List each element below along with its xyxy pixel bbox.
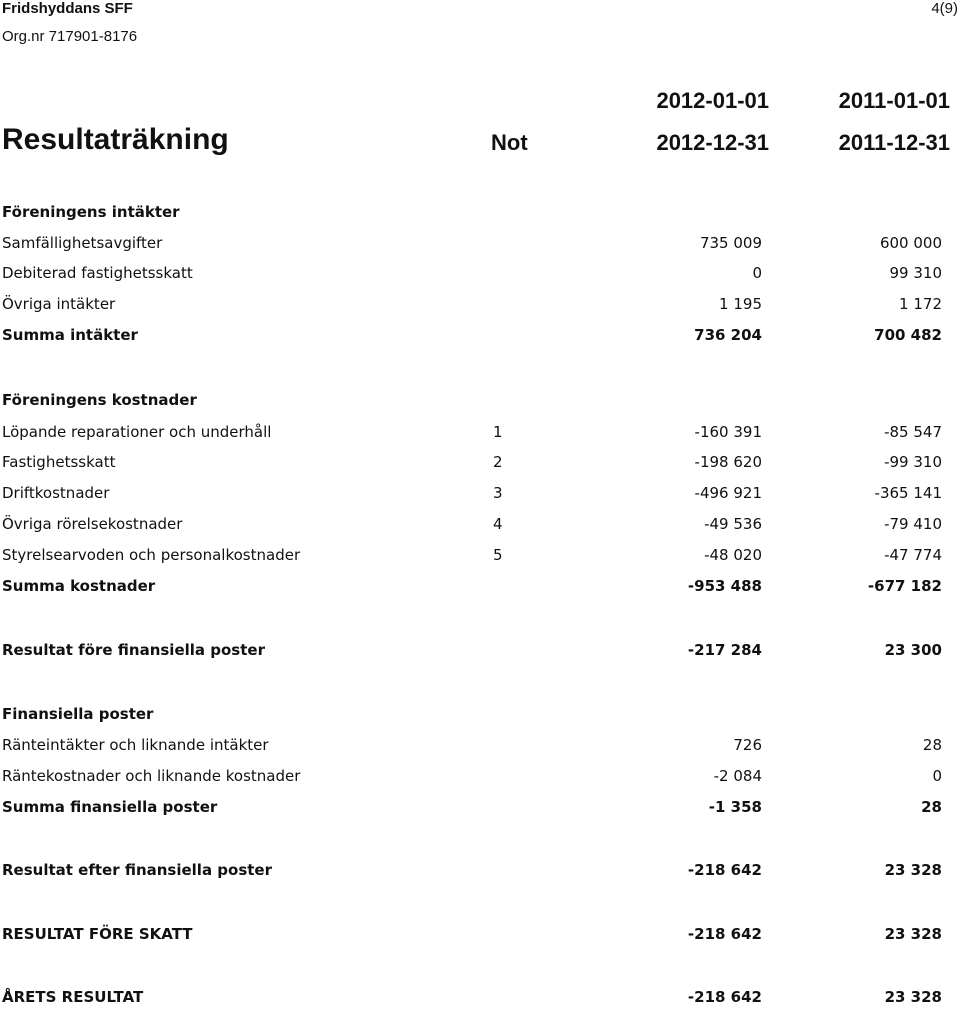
row-value-2012: -953 488 — [687, 577, 762, 595]
note-column-header: Not — [491, 130, 528, 155]
period1-start: 2012-01-01 — [656, 88, 769, 113]
row-note: 5 — [493, 546, 503, 564]
row-label: Summa kostnader — [2, 577, 156, 595]
row-value-2012: 0 — [752, 264, 762, 282]
row-value-2011: -677 182 — [867, 577, 942, 595]
row-value-2012: -217 284 — [687, 641, 762, 659]
row-label: Övriga intäkter — [2, 295, 116, 313]
row-label: Löpande reparationer och underhåll — [2, 423, 272, 441]
row-value-2011: 0 — [932, 767, 942, 785]
row-label: Resultat efter finansiella poster — [2, 861, 272, 879]
row-value-2011: 23 328 — [884, 861, 942, 879]
row-label: Ränteintäkter och liknande intäkter — [2, 736, 269, 754]
row-label: Räntekostnader och liknande kostnader — [2, 767, 301, 785]
row-value-2011: -99 310 — [884, 453, 942, 471]
row-note: 1 — [493, 423, 503, 441]
row-value-2011: 23 328 — [884, 988, 942, 1006]
row-label: RESULTAT FÖRE SKATT — [2, 925, 193, 943]
table-row — [0, 702, 960, 726]
table-row — [0, 200, 960, 224]
table-row — [0, 420, 960, 444]
table-row — [0, 858, 960, 882]
row-value-2012: -160 391 — [694, 423, 762, 441]
row-value-2012: -1 358 — [708, 798, 762, 816]
table-row — [0, 733, 960, 757]
row-label: Föreningens intäkter — [2, 203, 180, 221]
row-note: 4 — [493, 515, 503, 533]
row-value-2012: 1 195 — [719, 295, 762, 313]
row-value-2012: 736 204 — [694, 326, 762, 344]
row-label: Driftkostnader — [2, 484, 110, 502]
row-value-2012: 735 009 — [699, 234, 762, 252]
table-row — [0, 543, 960, 567]
row-label: Resultat före finansiella poster — [2, 641, 265, 659]
row-label: Samfällighetsavgifter — [2, 234, 163, 252]
period1-end: 2012-12-31 — [656, 130, 769, 155]
table-row — [0, 292, 960, 316]
table-row — [0, 231, 960, 255]
row-label: Styrelsearvoden och personalkostnader — [2, 546, 301, 564]
period2-end: 2011-12-31 — [838, 130, 950, 155]
row-value-2012: -49 536 — [704, 515, 762, 533]
row-value-2011: 600 000 — [879, 234, 942, 252]
table-row — [0, 388, 960, 412]
row-label: Debiterad fastighetsskatt — [2, 264, 193, 282]
row-value-2012: -2 084 — [713, 767, 762, 785]
row-value-2011: -85 547 — [884, 423, 942, 441]
table-row — [0, 574, 960, 598]
row-value-2011: 23 300 — [884, 641, 942, 659]
row-value-2012: -218 642 — [687, 988, 762, 1006]
row-label: Finansiella poster — [2, 705, 154, 723]
row-label: Summa finansiella poster — [2, 798, 218, 816]
table-row — [0, 795, 960, 819]
row-value-2012: -198 620 — [694, 453, 762, 471]
row-value-2011: -47 774 — [884, 546, 942, 564]
row-value-2011: -365 141 — [874, 484, 942, 502]
row-value-2012: -496 921 — [694, 484, 762, 502]
row-value-2011: 23 328 — [884, 925, 942, 943]
table-row — [0, 512, 960, 536]
table-row — [0, 450, 960, 474]
row-value-2011: 28 — [921, 798, 942, 816]
table-row — [0, 985, 960, 1009]
row-value-2012: -218 642 — [687, 861, 762, 879]
row-label: Summa intäkter — [2, 326, 138, 344]
row-value-2012: -218 642 — [687, 925, 762, 943]
row-label: Föreningens kostnader — [2, 391, 197, 409]
organization-name: Fridshyddans SFF — [2, 0, 133, 17]
page-number: 4(9) — [931, 0, 958, 17]
row-label: Övriga rörelsekostnader — [2, 515, 183, 533]
row-value-2012: -48 020 — [704, 546, 762, 564]
report-title: Resultaträkning — [2, 123, 229, 156]
row-note: 2 — [493, 453, 503, 471]
row-value-2011: 1 172 — [899, 295, 942, 313]
row-value-2012: 726 — [733, 736, 762, 754]
row-value-2011: 28 — [922, 736, 942, 754]
organization-number: Org.nr 717901-8176 — [2, 28, 138, 45]
table-row — [0, 261, 960, 285]
table-row — [0, 481, 960, 505]
table-row — [0, 922, 960, 946]
table-row — [0, 638, 960, 662]
table-row — [0, 323, 960, 347]
row-note: 3 — [493, 484, 503, 502]
row-value-2011: 99 310 — [889, 264, 942, 282]
row-label: ÅRETS RESULTAT — [2, 988, 144, 1006]
row-value-2011: 700 482 — [874, 326, 942, 344]
period2-start: 2011-01-01 — [838, 88, 950, 113]
table-row — [0, 764, 960, 788]
row-label: Fastighetsskatt — [2, 453, 116, 471]
row-value-2011: -79 410 — [884, 515, 942, 533]
